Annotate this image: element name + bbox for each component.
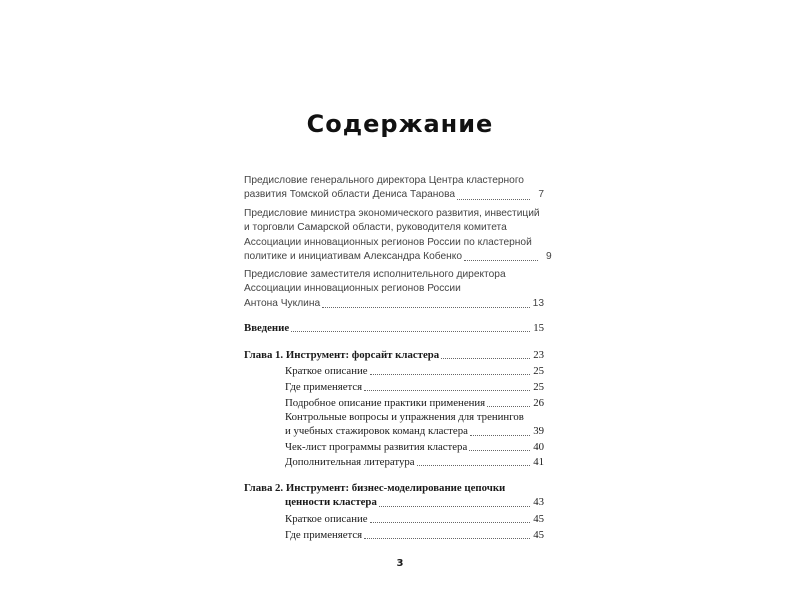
- toc-entry-ch1-checklist[interactable]: [285, 440, 544, 454]
- toc-entry-chapter-1[interactable]: [244, 348, 544, 362]
- toc-page-number: 41: [533, 456, 544, 468]
- toc-page-number: 9: [545, 250, 552, 262]
- toc-page-number: 26: [533, 397, 544, 409]
- dot-leader: [469, 450, 530, 451]
- toc-entry-text: Дополнительная литература: [285, 456, 415, 468]
- toc-page-number: 39: [533, 425, 544, 438]
- toc-entry-ch1-where-applied[interactable]: [285, 380, 544, 394]
- dot-leader: [470, 435, 530, 436]
- toc-entry-text: Краткое описание: [285, 513, 368, 525]
- toc-entry-text: Предисловие министра экономического развития, инвестиций: [244, 208, 540, 219]
- toc-entry-text: Предисловие генерального директора Центра кластерного: [244, 175, 524, 186]
- toc-entry-text: ценности кластера: [285, 496, 377, 509]
- toc-entry-text: Контрольные вопросы и упражнения для тренингов: [285, 411, 524, 423]
- toc-entry-text: Где применяется: [285, 529, 363, 541]
- toc-page-number: 45: [533, 529, 544, 541]
- toc-page-number: 15: [533, 322, 544, 334]
- toc-entry-text: Введение: [244, 322, 290, 334]
- toc-page-number: 13: [532, 297, 544, 309]
- dot-leader: [364, 390, 530, 391]
- toc-entry-ch2-where-applied[interactable]: [285, 528, 544, 542]
- toc-entry-text: Подробное описание практики применения: [285, 397, 486, 409]
- toc-page-number: 43: [533, 496, 544, 509]
- toc-entry-preface-3[interactable]: [244, 268, 544, 311]
- toc-page-number: 25: [533, 381, 544, 393]
- toc-entry-preface-2[interactable]: [244, 207, 552, 264]
- toc-entry-ch1-summary[interactable]: [285, 364, 544, 378]
- toc-entry-text: и учебных стажировок команд кластера: [285, 425, 468, 438]
- dot-leader: [291, 331, 530, 332]
- toc-entry-text: Ассоциации инновационных регионов России: [244, 283, 461, 295]
- toc-entry-text: Глава 2. Инструмент: бизнес-моделирование цепочки: [244, 482, 506, 494]
- toc-entry-ch1-literature[interactable]: [285, 455, 544, 469]
- toc-entry-preface-1[interactable]: [244, 174, 544, 203]
- toc-entry-text: политике и инициативам Александра Кобенко: [244, 250, 462, 262]
- toc-entry-ch1-detailed[interactable]: [285, 396, 544, 410]
- toc-page-number: 23: [533, 349, 544, 361]
- toc-entry-text: Предисловие заместителя исполнительного директора: [244, 269, 506, 280]
- dot-leader: [457, 199, 530, 200]
- toc-entry-text: Антона Чуклина: [244, 297, 321, 309]
- dot-leader: [364, 538, 530, 539]
- toc-page-number: 7: [538, 189, 544, 201]
- toc-entry-text: Краткое описание: [285, 365, 368, 377]
- dot-leader: [322, 307, 530, 308]
- toc-entry-ch1-questions[interactable]: [285, 410, 544, 439]
- toc-entry-text: Чек-лист программы развития кластера: [285, 441, 468, 453]
- toc-entry-text: и торговли Самарской области, руководителя комитета: [244, 222, 507, 234]
- toc-entry-introduction[interactable]: [244, 321, 544, 335]
- toc-page-number: 25: [533, 365, 544, 377]
- dot-leader: [487, 406, 530, 407]
- dot-leader: [441, 358, 530, 359]
- toc-entry-ch2-summary[interactable]: [285, 512, 544, 526]
- dot-leader: [417, 465, 530, 466]
- page-number: 3: [396, 558, 404, 569]
- toc-entry-text: Ассоциации инновационных регионов России по кластерной: [244, 236, 532, 248]
- toc-entry-text: развития Томской области Дениса Таранова: [244, 189, 456, 201]
- toc-page-number: 40: [533, 441, 544, 453]
- dot-leader: [370, 522, 530, 523]
- toc-page-number: 45: [533, 513, 544, 525]
- toc-entry-text: Глава 1. Инструмент: форсайт кластера: [244, 349, 440, 361]
- dot-leader: [370, 374, 530, 375]
- toc-entry-chapter-2[interactable]: [244, 481, 544, 510]
- page-title: Содержание: [306, 110, 494, 138]
- toc-entry-text: Где применяется: [285, 381, 363, 393]
- dot-leader: [464, 260, 538, 261]
- dot-leader: [379, 506, 530, 507]
